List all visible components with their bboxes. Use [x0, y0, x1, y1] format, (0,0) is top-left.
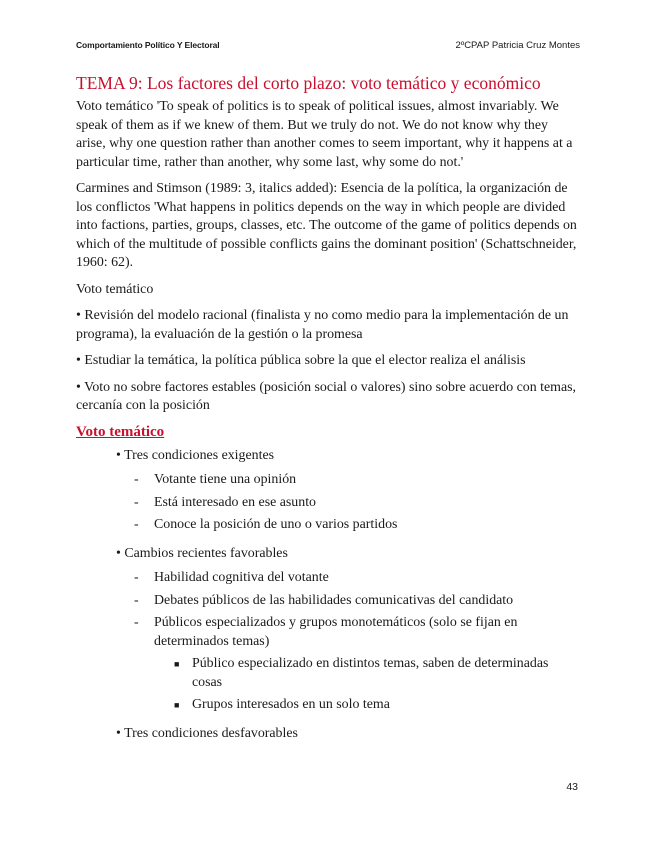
header-course: Comportamiento Político Y Electoral	[76, 40, 220, 50]
page-body	[76, 72, 581, 749]
dash-marker: -	[134, 494, 139, 510]
square-bullet-icon: ■	[174, 700, 180, 710]
outline-group-label: • Tres condiciones exigentes	[116, 447, 275, 463]
outline-item: - Conoce la posición de uno o varios partidos	[154, 516, 581, 535]
dash-marker: -	[134, 472, 139, 487]
bullet-paragraph-2: • Estudiar la temática, la política pública sobre la que el elector realiza el análisis	[76, 353, 526, 368]
dash-marker: -	[134, 517, 139, 532]
outline-item: - Habilidad cognitiva del votante	[154, 569, 581, 588]
outline-subitem: ■ Público especializado en distintos temas, saben de determinadas cosas	[174, 656, 549, 690]
outline-group-label: • Cambios recientes favorables	[116, 545, 288, 561]
dash-marker: -	[134, 615, 139, 630]
dash-marker: -	[134, 592, 139, 608]
dash-marker: -	[134, 570, 139, 585]
paragraph-label: Voto temático	[76, 281, 154, 297]
outline-item: - Está interesado en ese asunto	[154, 494, 581, 513]
header-author: 2ºCPAP Patricia Cruz Montes	[455, 40, 580, 51]
bullet-paragraph-3: • Voto no sobre factores estables (posición social o valores) sino sobre acuerdo con temas, cercanía con la posición	[76, 379, 577, 413]
square-bullet-icon: ■	[174, 659, 180, 669]
page-number: 43	[566, 781, 578, 793]
outline-item: - Públicos especializados y grupos monotemáticos (solo se fijan en determinados temas)	[134, 615, 518, 649]
bullet-paragraph-1: • Revisión del modelo racional (finalista y no como medio para la implementación de un programa), la evaluación de la gestión o la promesa	[76, 308, 569, 342]
outline-group-label: • Tres condiciones desfavorables	[116, 725, 298, 741]
paragraph-quote-2: Carmines and Stimson (1989: 3, italics added): Esencia de la política, la organización de los conflictos 'What happens in politics depends on the way in which people are divided into factions, parties, groups, classes, etc. The outcome of the game of politics depends on which of the multitude of possible conflicts gains the dominant position' (Schattschneider, 1960: 62).	[76, 181, 577, 270]
outline-item: - Debates públicos de las habilidades comunicativas del candidato	[154, 592, 581, 611]
paragraph-quote-1: Voto temático 'To speak of politics is to speak of political issues, almost invariably. We speak of them as if we knew of them. But we truly do not. We do not know why they arise, why one question rather than another comes to seem important, why it happens at a particular time, rather than another, why some last, why some do not.'	[76, 99, 573, 170]
outline-item: - Votante tiene una opinión	[154, 471, 581, 490]
chapter-title: TEMA 9: Los factores del corto plazo: voto temático y económico	[76, 73, 541, 93]
section-subheading: Voto temático	[76, 423, 165, 440]
outline-subitem: ■ Grupos interesados en un solo tema	[192, 696, 581, 715]
